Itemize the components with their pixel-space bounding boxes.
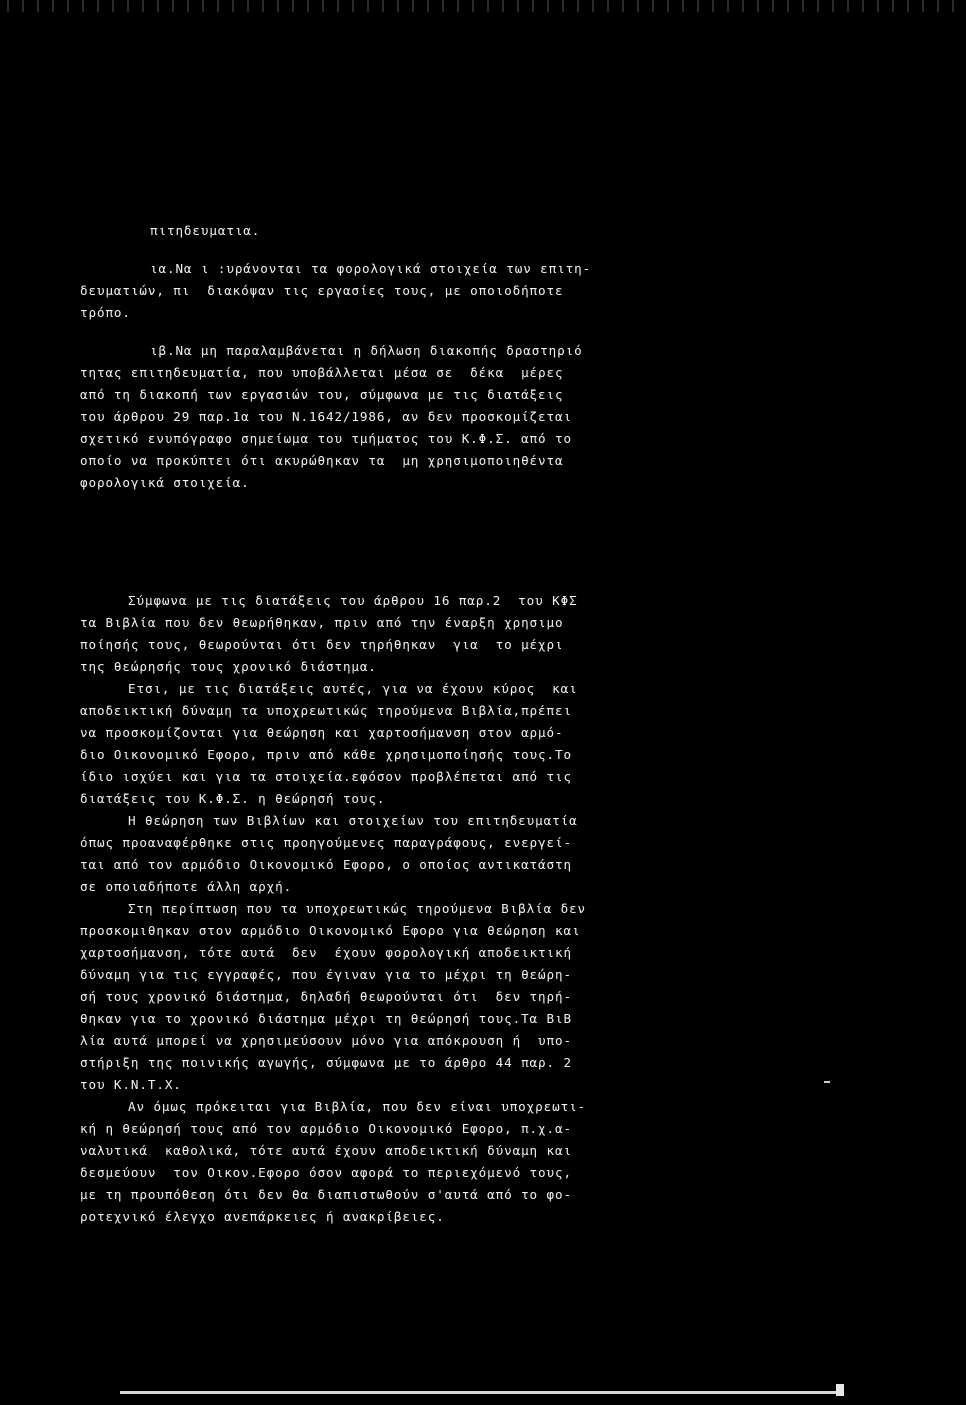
text-line: δεσμεύουν τον Οικον.Εφορο όσον αφορά το περιεχόμενό τους, — [80, 1165, 572, 1180]
text-line: σχετικό ενυπόγραφο σημείωμα του τμήματος του Κ.Φ.Σ. από το — [80, 431, 572, 446]
text-line: όπως προαναφέρθηκε στις προηγούμενες παραγράφους, ενεργεί- — [80, 835, 572, 850]
text-line: σε οποιαδήποτε άλλη αρχή. — [80, 879, 293, 894]
text-line: Αν όμως πρόκειται για Βιβλία, που δεν είναι υποχρεωτι- — [128, 1099, 587, 1114]
text-line: της θεώρησής τους χρονικό διάστημα. — [80, 659, 377, 674]
text-line: να προσκομίζονται για θεώρηση και χαρτοσήμανση στον αρμό- — [80, 725, 564, 740]
bottom-rule-end — [836, 1384, 844, 1396]
scan-top-edge — [0, 0, 966, 12]
margin-mark — [824, 1081, 830, 1083]
text-line: Στη περίπτωση που τα υποχρεωτικώς τηρούμενα Βιβλία δεν — [128, 901, 587, 916]
text-line: λία αυτά μπορεί να χρησιμεύσουν μόνο για απόκρουση ή υπο- — [80, 1033, 572, 1048]
text-line: προσκομιθηκαν στον αρμόδιο Οικονομικό Εφορο για θεώρηση και — [80, 923, 581, 938]
text-line: ναλυτικά καθολικά, τότε αυτά έχουν αποδεικτική δύναμη και — [80, 1143, 572, 1158]
text-line: τα Βιβλία που δεν θεωρήθηκαν, πριν από την έναρξη χρησιμο — [80, 615, 564, 630]
text-line: τητας επιτηδευματία, που υποβάλλεται μέσα σε δέκα μέρες — [80, 365, 564, 380]
text-line: του Κ.Ν.Τ.Χ. — [80, 1077, 182, 1092]
text-line: διατάξεις του Κ.Φ.Σ. η θεώρησή τους. — [80, 791, 386, 806]
text-line: στήριξη της ποινικής αγωγής, σύμφωνα με το άρθρο 44 παρ. 2 — [80, 1055, 572, 1070]
text-line: αποδεικτική δύναμη τα υποχρεωτικώς τηρούμενα Βιβλία,πρέπει — [80, 703, 572, 718]
bottom-rule — [120, 1391, 842, 1394]
text-line: οποίο να προκύπτει ότι ακυρώθηκαν τα μη χρησιμοποιηθέντα — [80, 453, 564, 468]
text-line: θηκαν για το χρονικό διάστημα μέχρι τη θεώρησή τους.Τα ΒιΒ — [80, 1011, 572, 1026]
text-line: ια.Να ι :υράνονται τα φορολογικά στοιχεία των επιτη- — [150, 261, 592, 276]
text-line: ροτεχνικό έλεγχο ανεπάρκειες ή ανακρίβειες. — [80, 1209, 445, 1224]
text-line: δύναμη για τις εγγραφές, που έγιναν για το μέχρι τη θεώρη- — [80, 967, 572, 982]
text-line: ται από τον αρμόδιο Οικονομικό Εφορο, ο οποίος αντικατάστη — [80, 857, 572, 872]
text-line: τρόπο. — [80, 305, 131, 320]
text-line: δευματιών, πι διακόψαν τις εργασίες τους, με οποιοδήποτε — [80, 283, 564, 298]
text-line: σή τους χρονικό διάστημα, δηλαδή θεωρούνται ότι δεν τηρή- — [80, 989, 572, 1004]
text-line: Ετσι, με τις διατάξεις αυτές, για να έχουν κύρος και — [128, 681, 578, 696]
text-line: φορολογικά στοιχεία. — [80, 475, 250, 490]
text-line: πιτηδευματια. — [150, 223, 261, 238]
text-line: Σύμφωνα με τις διατάξεις του άρθρου 16 παρ.2 του ΚΦΣ — [128, 593, 578, 608]
text-line: με τη προυπόθεση ότι δεν θα διαπιστωθούν σ'αυτά από το φο- — [80, 1187, 572, 1202]
text-line: χαρτοσήμανση, τότε αυτά δεν έχουν φορολογική αποδεικτική — [80, 945, 572, 960]
text-line: διο Οικονομικό Εφορο, πριν από κάθε χρησιμοποίησής τους.Το — [80, 747, 572, 762]
text-line: ιβ.Να μη παραλαμβάνεται η δήλωση διακοπής δραστηριό — [150, 343, 583, 358]
text-line: ίδιο ισχύει και για τα στοιχεία.εφόσον προβλέπεται από τις — [80, 769, 572, 784]
text-line: του άρθρου 29 παρ.1α του Ν.1642/1986, αν δεν προσκομίζεται — [80, 409, 572, 424]
text-line: από τη διακοπή των εργασιών του, σύμφωνα με τις διατάξεις — [80, 387, 564, 402]
text-line: κή η θεώρησή τους από τον αρμόδιο Οικονομικό Εφορο, π.χ.α- — [80, 1121, 572, 1136]
text-line: Η θεώρηση των Βιβλίων και στοιχείων του επιτηδευματία — [128, 813, 578, 828]
text-line: ποίησής τους, θεωρούνται ότι δεν τηρήθηκαν για το μέχρι — [80, 637, 564, 652]
